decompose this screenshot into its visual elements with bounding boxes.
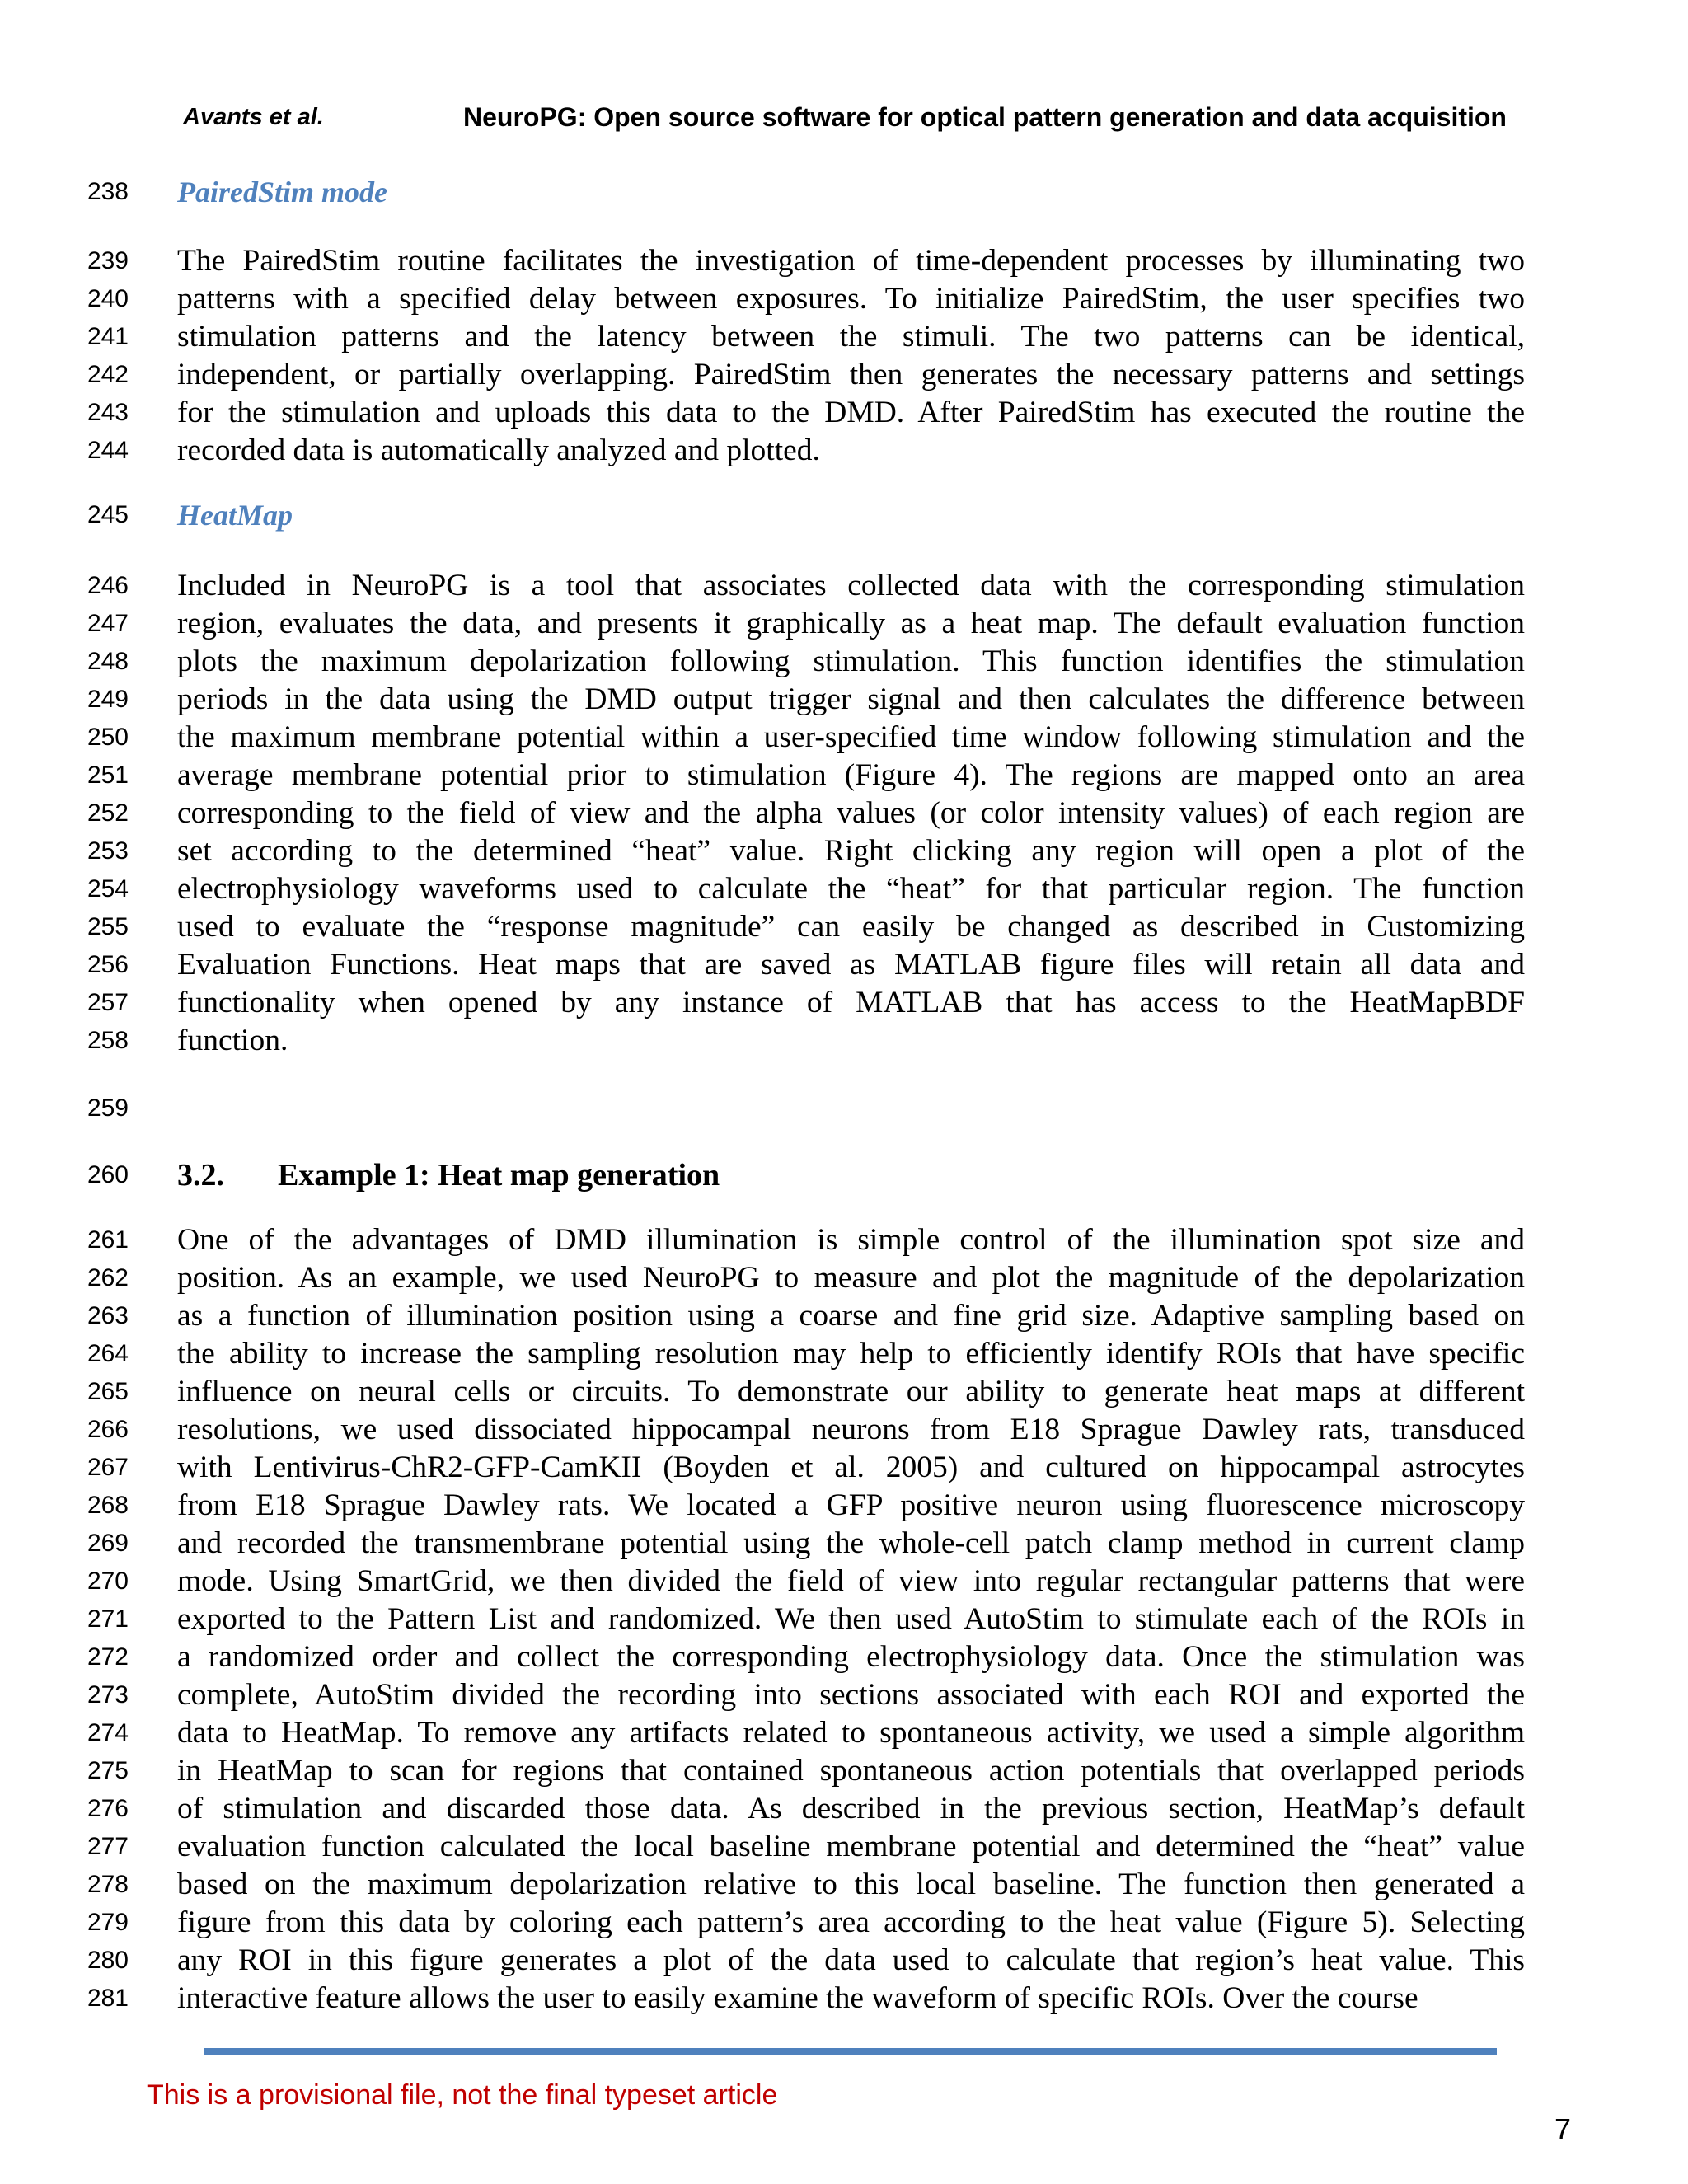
line-number: 264 (87, 1340, 129, 1367)
line-number: 238 (87, 178, 129, 205)
paragraph (177, 1221, 1525, 2018)
line-number: 250 (87, 724, 129, 751)
line-number: 244 (87, 437, 129, 464)
text-line: Evaluation Functions. Heat maps that are saved as MATLAB figure files will retain all data and (177, 948, 1525, 982)
text-line: evaluation function calculated the local baseline membrane potential and determined the “heat” value (177, 1830, 1525, 1863)
text-line: complete, AutoStim divided the recording into sections associated with each ROI and exported the (177, 1678, 1525, 1712)
text-line: position. As an example, we used NeuroPG to measure and plot the magnitude of the depolarization (177, 1261, 1525, 1295)
line-number: 276 (87, 1795, 129, 1822)
text-line: resolutions, we used dissociated hippocampal neurons from E18 Sprague Dawley rats, transduced (177, 1413, 1525, 1446)
text-line: electrophysiology waveforms used to calculate the “heat” for that particular region. The function (177, 872, 1525, 906)
line-number: 252 (87, 799, 129, 827)
text-line: with Lentivirus-ChR2-GFP-CamKII (Boyden et al. 2005) and cultured on hippocampal astrocytes (177, 1451, 1525, 1484)
line-number: 257 (87, 989, 129, 1016)
line-number: 279 (87, 1909, 129, 1936)
line-number: 266 (87, 1416, 129, 1443)
text-line: region, evaluates the data, and presents it graphically as a heat map. The default evaluation function (177, 607, 1525, 640)
line-number: 242 (87, 361, 129, 388)
subsection-heading: HeatMap (177, 499, 293, 532)
running-header-title: NeuroPG: Open source software for optical pattern generation and data acquisition (463, 102, 1507, 132)
line-number: 280 (87, 1947, 129, 1974)
line-number: 245 (87, 501, 129, 528)
line-number: 271 (87, 1605, 129, 1633)
text-line: based on the maximum depolarization relative to this local baseline. The function then generated a (177, 1868, 1525, 1901)
section-number: 3.2. (177, 1158, 224, 1193)
text-line: average membrane potential prior to stimulation (Figure 4). The regions are mapped onto an area (177, 758, 1525, 792)
line-number: 270 (87, 1568, 129, 1595)
text-line: corresponding to the field of view and the alpha values (or color intensity values) of each region are (177, 796, 1525, 830)
text-line: stimulation patterns and the latency between the stimuli. The two patterns can be identical, (177, 320, 1525, 354)
line-number: 269 (87, 1530, 129, 1557)
line-number: 246 (87, 572, 129, 599)
line-number: 248 (87, 648, 129, 675)
line-number: 256 (87, 951, 129, 978)
line-number: 247 (87, 610, 129, 637)
text-line: mode. Using SmartGrid, we then divided the field of view into regular rectangular patterns that were (177, 1564, 1525, 1598)
text-line: patterns with a specified delay between exposures. To initialize PairedStim, the user specifies two (177, 282, 1525, 316)
text-line: set according to the determined “heat” value. Right clicking any region will open a plot of the (177, 834, 1525, 868)
text-line: data to HeatMap. To remove any artifacts related to spontaneous activity, we used a simple algorithm (177, 1716, 1525, 1750)
line-number: 260 (87, 1161, 129, 1188)
text-line: plots the maximum depolarization following stimulation. This function identifies the stimulation (177, 644, 1525, 678)
section-heading (177, 1156, 720, 1194)
line-number: 239 (87, 247, 129, 274)
text-line: interactive feature allows the user to easily examine the waveform of specific ROIs. Over the course (177, 1981, 1418, 2015)
subsection-heading: PairedStim mode (177, 176, 387, 209)
line-number: 259 (87, 1094, 129, 1122)
line-number: 253 (87, 837, 129, 865)
text-line: for the stimulation and uploads this data to the DMD. After PairedStim has executed the routine the (177, 396, 1525, 429)
line-number: 274 (87, 1719, 129, 1746)
line-number: 251 (87, 762, 129, 789)
provisional-notice: This is a provisional file, not the final typeset article (147, 2079, 778, 2111)
text-line: a randomized order and collect the corresponding electrophysiology data. Once the stimulation was (177, 1640, 1525, 1674)
line-number: 267 (87, 1454, 129, 1481)
footer-divider (204, 2048, 1497, 2055)
text-line: and recorded the transmembrane potential using the whole-cell patch clamp method in current clamp (177, 1526, 1525, 1560)
line-number: 261 (87, 1226, 129, 1254)
line-number: 278 (87, 1871, 129, 1898)
paragraph (177, 242, 1525, 470)
text-line: functionality when opened by any instance of MATLAB that has access to the HeatMapBDF (177, 986, 1525, 1019)
line-number: 272 (87, 1643, 129, 1671)
text-line: influence on neural cells or circuits. To demonstrate our ability to generate heat maps at different (177, 1375, 1525, 1408)
text-line: independent, or partially overlapping. PairedStim then generates the necessary patterns and settings (177, 358, 1525, 391)
line-number: 249 (87, 686, 129, 713)
text-line: of stimulation and discarded those data. As described in the previous section, HeatMap’s default (177, 1792, 1525, 1825)
line-number: 281 (87, 1985, 129, 2012)
text-line: used to evaluate the “response magnitude” can easily be changed as described in Customizing (177, 910, 1525, 944)
text-line: figure from this data by coloring each pattern’s area according to the heat value (Figure 5). Selecting (177, 1905, 1525, 1939)
text-line: the maximum membrane potential within a user-specified time window following stimulation and the (177, 720, 1525, 754)
text-line: Included in NeuroPG is a tool that associates collected data with the corresponding stimulation (177, 569, 1525, 602)
line-number: 241 (87, 323, 129, 350)
running-header-author: Avants et al. (183, 104, 324, 130)
text-line: function. (177, 1024, 288, 1057)
line-number: 268 (87, 1492, 129, 1519)
text-line: exported to the Pattern List and randomized. We then used AutoStim to stimulate each of the ROIs in (177, 1602, 1525, 1636)
text-line: from E18 Sprague Dawley rats. We located a GFP positive neuron using fluorescence microscopy (177, 1488, 1525, 1522)
text-line: in HeatMap to scan for regions that contained spontaneous action potentials that overlapped periods (177, 1754, 1525, 1788)
text-line: periods in the data using the DMD output trigger signal and then calculates the difference between (177, 682, 1525, 716)
text-line: recorded data is automatically analyzed and plotted. (177, 434, 820, 467)
line-number: 240 (87, 285, 129, 312)
line-number: 262 (87, 1264, 129, 1291)
text-line: The PairedStim routine facilitates the investigation of time-dependent processes by illuminating two (177, 244, 1525, 278)
page-number: 7 (1554, 2112, 1572, 2146)
line-number: 277 (87, 1833, 129, 1860)
text-line: One of the advantages of DMD illumination is simple control of the illumination spot size and (177, 1223, 1525, 1257)
line-number: 265 (87, 1378, 129, 1405)
line-number: 273 (87, 1681, 129, 1708)
line-number: 258 (87, 1027, 129, 1054)
paragraph (177, 567, 1525, 1060)
section-title: Example 1: Heat map generation (278, 1158, 720, 1193)
text-line: any ROI in this figure generates a plot of the data used to calculate that region’s heat value. This (177, 1943, 1525, 1977)
line-number: 254 (87, 875, 129, 902)
line-number: 275 (87, 1757, 129, 1784)
line-number: 255 (87, 913, 129, 940)
text-line: as a function of illumination position using a coarse and fine grid size. Adaptive sampling based on (177, 1299, 1525, 1333)
text-line: the ability to increase the sampling resolution may help to efficiently identify ROIs that have specific (177, 1337, 1525, 1371)
line-number: 263 (87, 1302, 129, 1329)
line-number: 243 (87, 399, 129, 426)
